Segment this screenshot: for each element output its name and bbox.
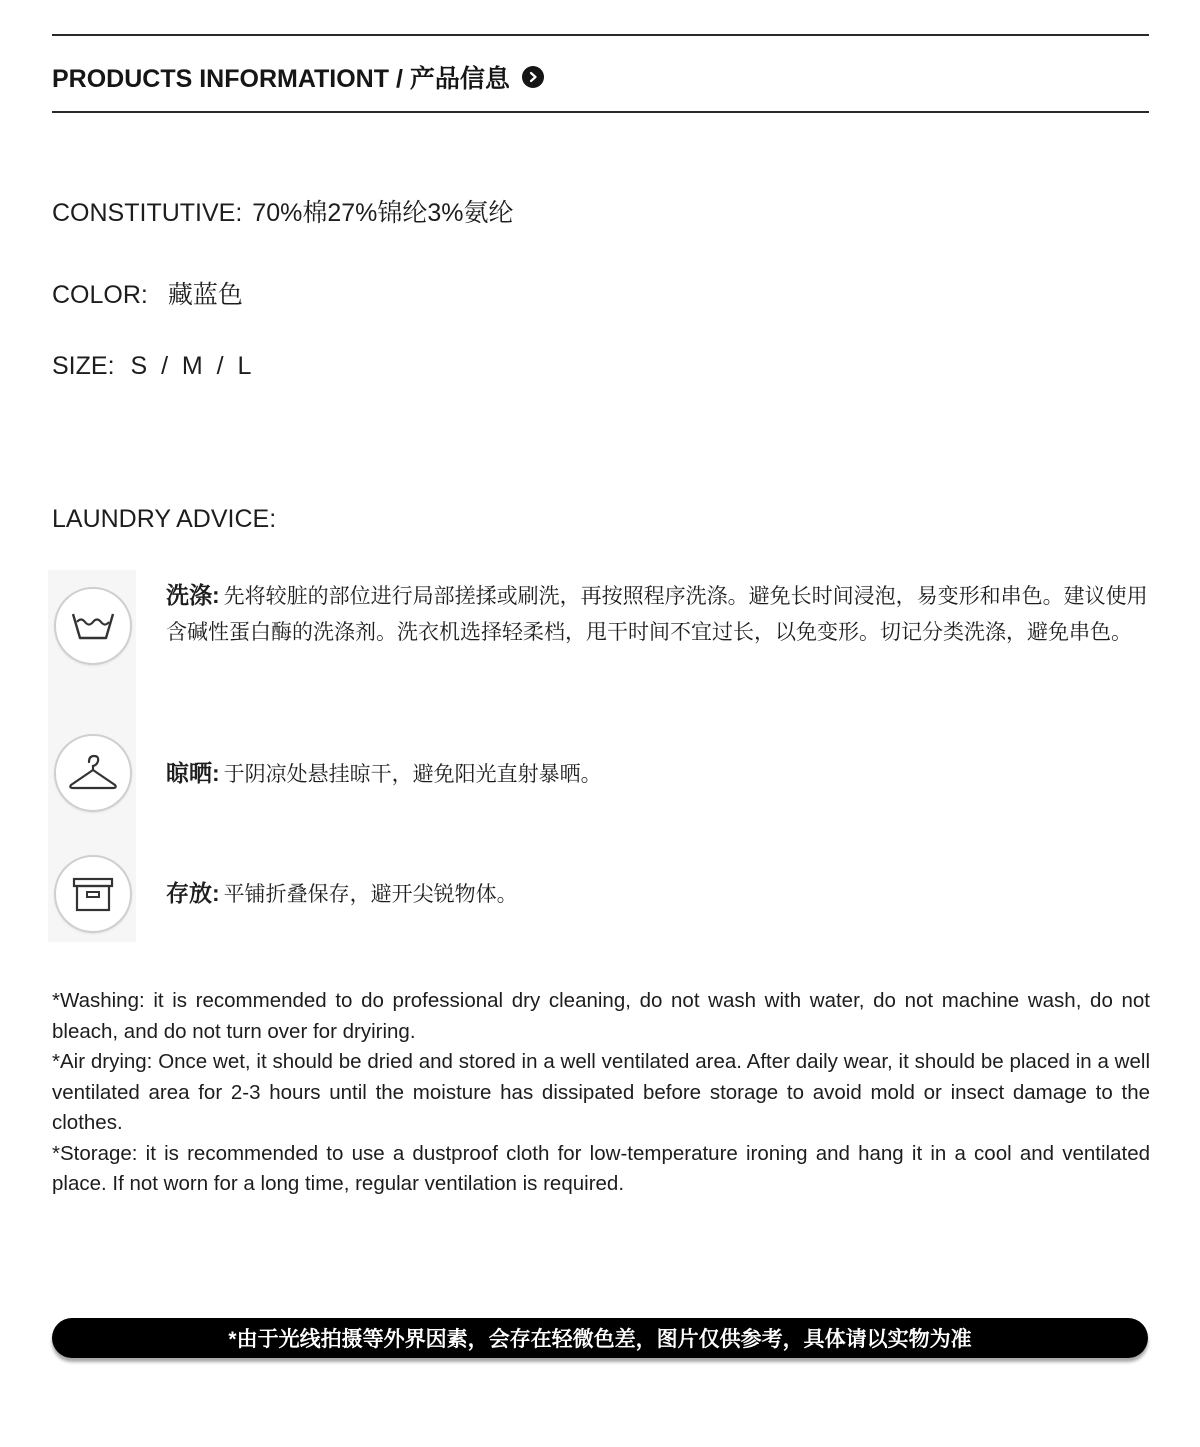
hanger-icon xyxy=(54,734,132,812)
spec-value: 藏蓝色 xyxy=(167,281,243,309)
spec-size xyxy=(52,352,251,381)
bottom-divider xyxy=(52,111,1149,113)
care-description: 平铺折叠保存，避开尖锐物体。 xyxy=(223,883,518,906)
note-washing: *Washing: it is recommended to do professional dry cleaning, do not wash with water, do not machine wash, do not bleach, and do not turn over for dryiring. xyxy=(52,989,1150,1043)
spec-label: CONSTITUTIVE: xyxy=(52,199,243,227)
spec-color xyxy=(52,275,243,311)
note-air-drying: *Air drying: Once wet, it should be dried and stored in a well ventilated area. After daily wear, it should be placed in a well ventilated area for 2-3 hours until the moisture has dissipated before storage to avoid mold or insect damage to the clothes. xyxy=(52,1050,1150,1134)
disclaimer-text: *由于光线拍摄等外界因素，会存在轻微色差，图片仅供参考，具体请以实物为准 xyxy=(228,1328,972,1351)
storage-box-icon xyxy=(54,855,132,933)
section-header xyxy=(52,59,544,95)
care-title: 洗涤: xyxy=(166,582,220,608)
care-wash xyxy=(166,577,1151,651)
top-divider xyxy=(52,34,1149,36)
spec-constitutive xyxy=(52,193,514,229)
section-title: PRODUCTS INFORMATIONT / 产品信息 xyxy=(52,65,510,93)
care-title: 晾晒: xyxy=(166,760,220,786)
spec-label: SIZE: xyxy=(52,352,115,380)
care-description: 于阴凉处悬挂晾干，避免阳光直射暴晒。 xyxy=(223,763,602,786)
spec-value: 70%棉27%锦纶3%氨纶 xyxy=(252,199,514,227)
spec-label: COLOR: xyxy=(52,281,148,309)
disclaimer-banner xyxy=(52,1318,1148,1358)
care-description: 先将较脏的部位进行局部搓揉或刷洗，再按照程序洗涤。避免长时间浸泡，易变形和串色。建议使用含碱性蛋白酶的洗涤剂。洗衣机选择轻柔档，甩干时间不宜过长，以免变形。切记分类洗涤，避免串色。 xyxy=(166,585,1148,644)
chevron-right-circle-icon xyxy=(522,66,544,88)
care-title: 存放: xyxy=(166,880,220,906)
care-notes xyxy=(52,986,1150,1200)
wash-basin-icon xyxy=(54,587,132,665)
laundry-heading: LAUNDRY ADVICE: xyxy=(52,505,277,533)
care-dry xyxy=(166,755,1151,793)
spec-value: S / M / L xyxy=(130,352,252,380)
note-storage: *Storage: it is recommended to use a dustproof cloth for low-temperature ironing and hang it in a cool and ventilated place. If not worn for a long time, regular ventilation is required. xyxy=(52,1141,1150,1195)
care-storage xyxy=(166,875,1151,913)
